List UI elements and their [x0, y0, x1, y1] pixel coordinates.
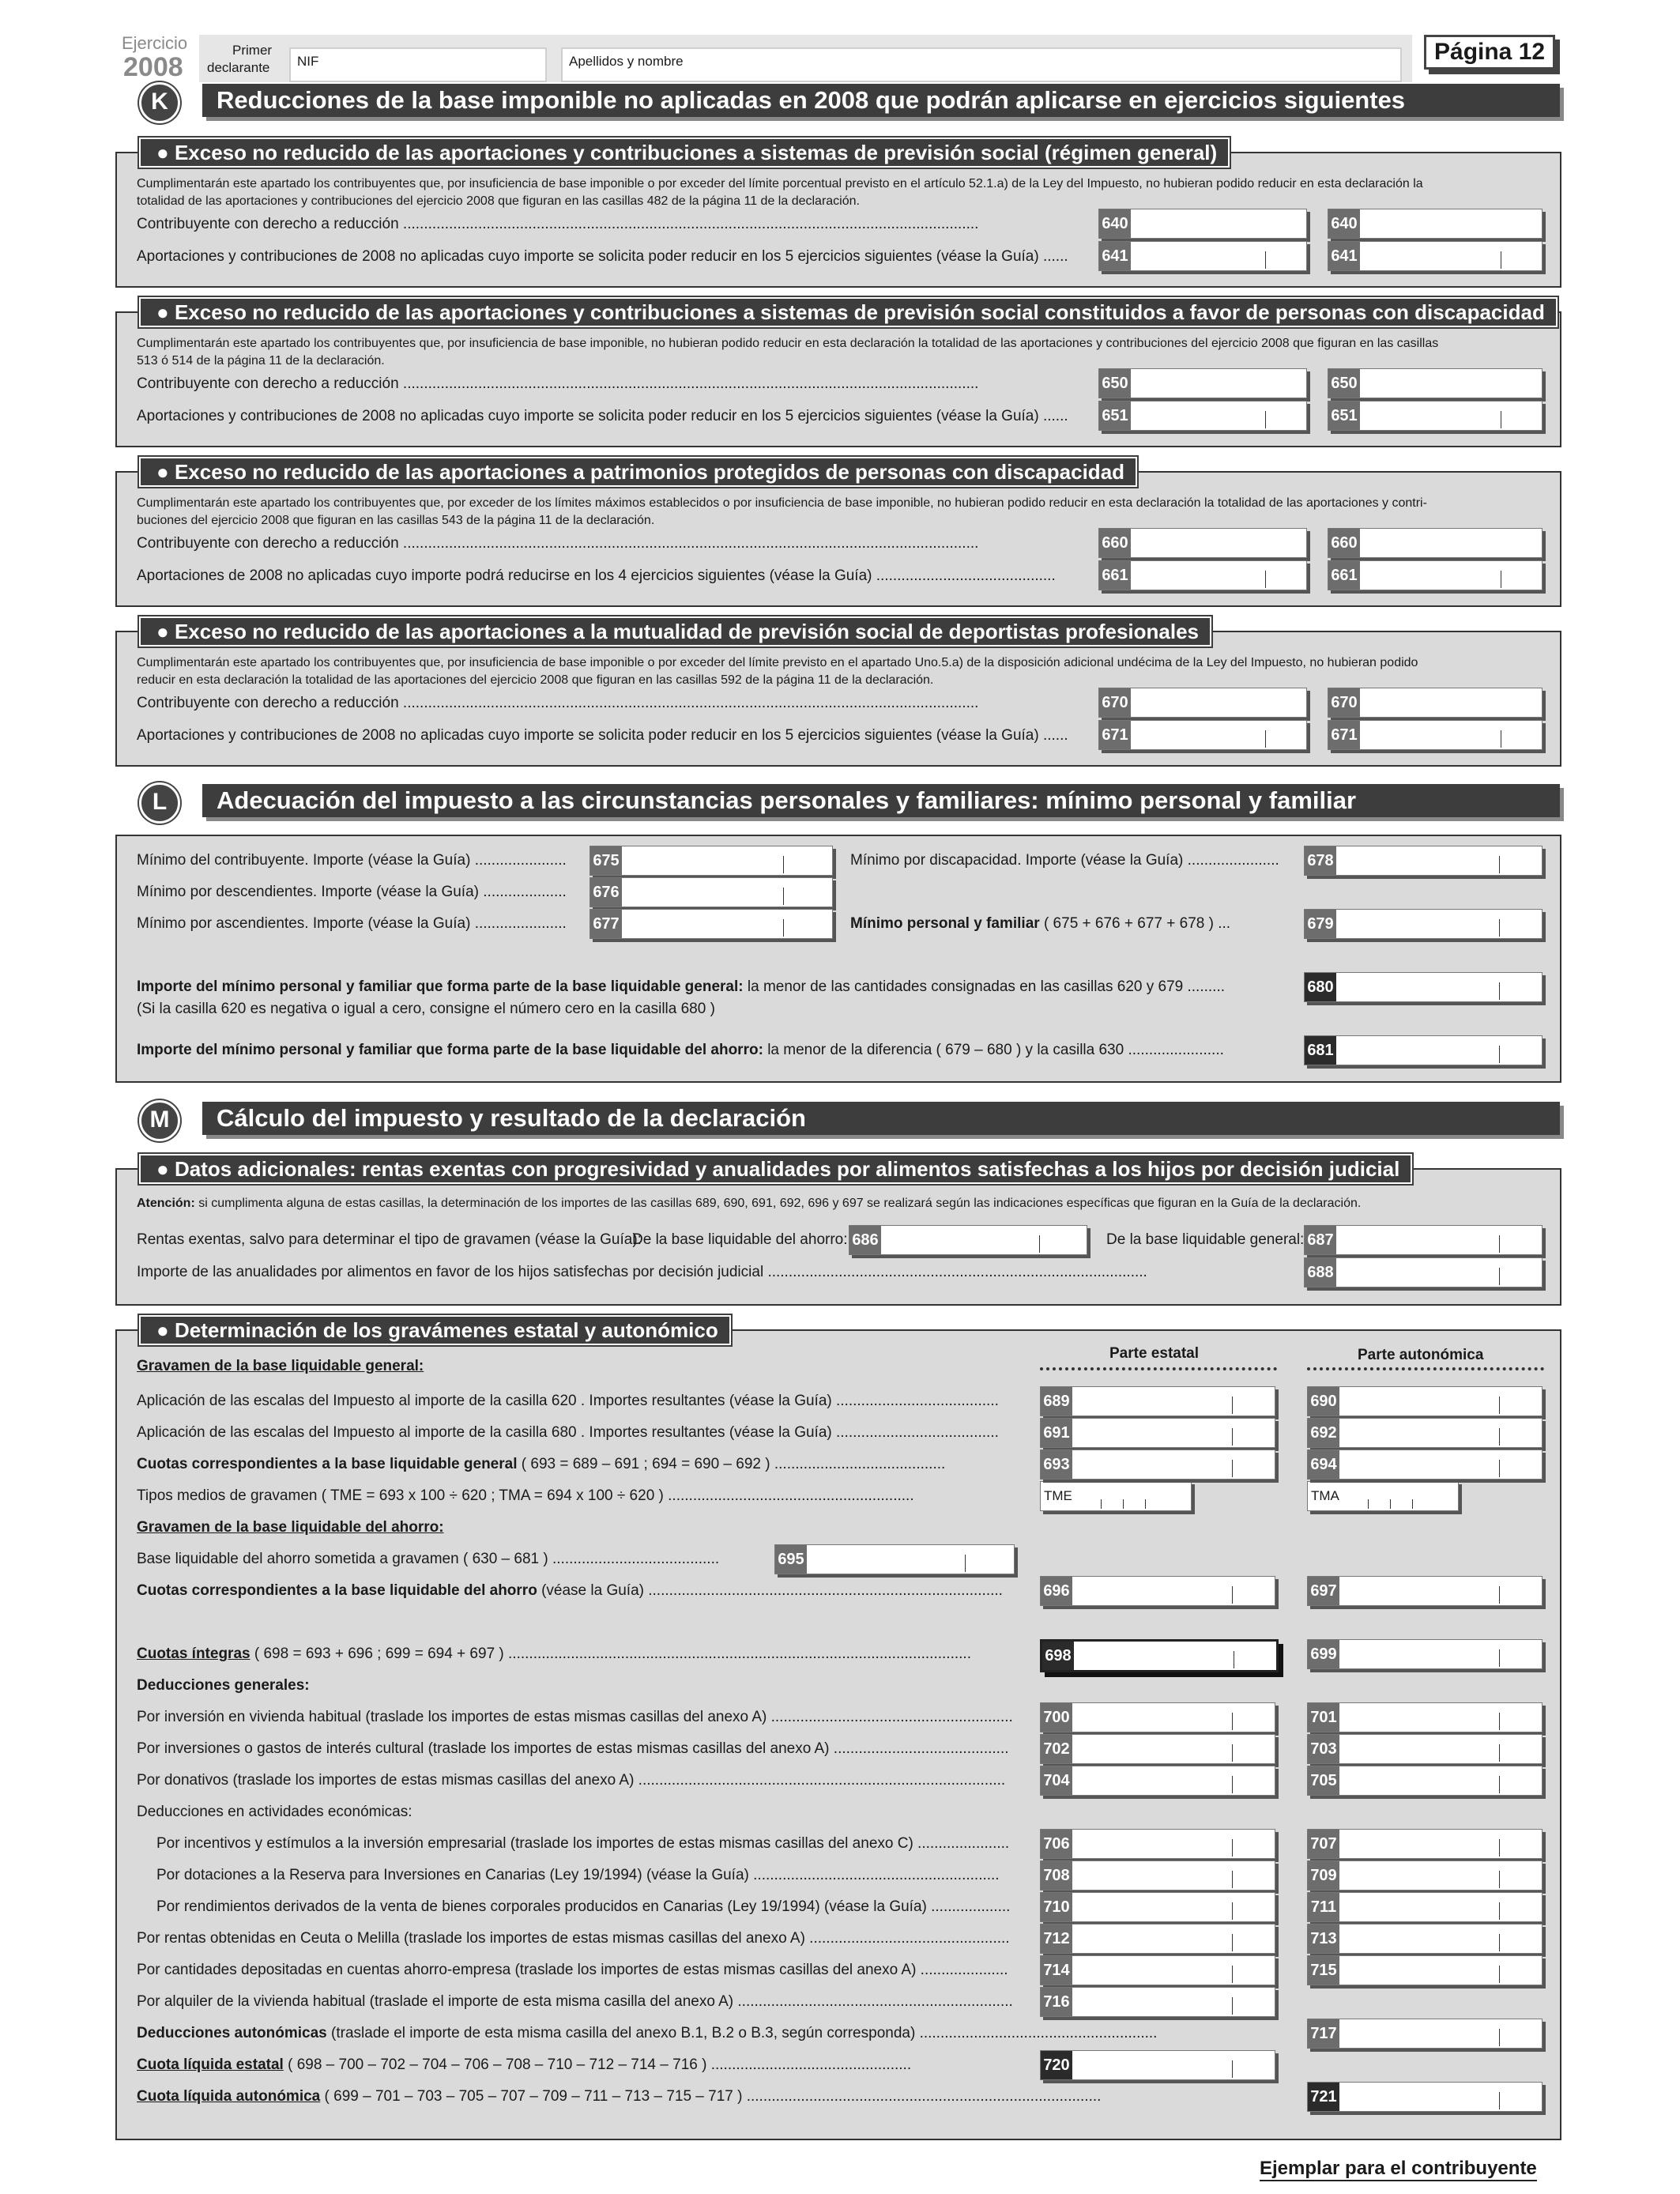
casilla-705[interactable]	[1307, 1766, 1543, 1796]
casilla-679[interactable]	[1304, 909, 1543, 939]
deducciones-head: Deducciones generales:	[137, 1677, 310, 1694]
grav-title	[139, 1315, 731, 1345]
casilla-704[interactable]	[1040, 1766, 1275, 1796]
casilla-651-a-code: 651	[1099, 401, 1131, 430]
k-sub3-note-2: buciones del ejercicio 2008 que figuran en las casillas 543 de la página 11 de la declaración.	[137, 514, 655, 527]
row-680-note: (Si la casilla 620 es negativa o igual a cero, consigne el número cero en la casilla 680 )	[137, 1001, 715, 1017]
casilla-650-a[interactable]	[1098, 368, 1307, 398]
footer-label: Ejemplar para el contribuyente	[1260, 2158, 1537, 2181]
casilla-651-b[interactable]	[1328, 401, 1543, 431]
casilla-671-a[interactable]	[1098, 720, 1307, 750]
casilla-716-code: 716	[1041, 1988, 1072, 2016]
k-sub1-title-text: Exceso no reducido de las aportaciones y contribuciones a sistemas de previsión social (régimen general)	[174, 141, 1218, 164]
casilla-692[interactable]	[1307, 1418, 1543, 1448]
casilla-661-a-code: 661	[1099, 561, 1131, 590]
casilla-713-code: 713	[1308, 1924, 1339, 1953]
casilla-715-code: 715	[1308, 1956, 1339, 1985]
casilla-660-a-code: 660	[1099, 529, 1131, 557]
casilla-702-code: 702	[1041, 1735, 1072, 1763]
k-sub3-note-1: Cumplimentarán este apartado los contribuyentes que, por exceder de los límites máximos establecidos o por insuficiencia de base imponible, no hubieran podido reducir en esta declaración la totalidad de las aportaciones y contri-	[137, 496, 1427, 510]
k-sub4-title	[139, 616, 1211, 647]
casilla-693-code: 693	[1041, 1450, 1072, 1479]
casilla-697[interactable]	[1307, 1576, 1543, 1606]
casilla-688-code: 688	[1305, 1258, 1336, 1287]
row-700-label: Por inversión en vivienda habitual (traslade los importes de estas mismas casillas del anexo A) ..........................................................	[137, 1709, 1013, 1725]
casilla-691-code: 691	[1041, 1419, 1072, 1447]
row-696-bold: Cuotas correspondientes a la base liquidable del ahorro	[137, 1582, 537, 1599]
casilla-660-b-code: 660	[1328, 529, 1360, 557]
casilla-715[interactable]	[1307, 1955, 1543, 1985]
casilla-661-a[interactable]	[1098, 560, 1307, 590]
row-695-label: Base liquidable del ahorro sometida a gravamen ( 630 – 681 ) ........................................	[137, 1551, 720, 1567]
rentas-label: Rentas exentas, salvo para determinar el tipo de gravamen (véase la Guía):	[137, 1231, 642, 1248]
casilla-681-code: 681	[1305, 1036, 1336, 1065]
k-sub2-note-2: 513 ó 514 de la página 11 de la declaración.	[137, 354, 385, 368]
k-sub1-note-2: totalidad de las aportaciones y contribuciones del ejercicio 2008 que figuran en las casillas 482 de la página 11 de la declaración.	[137, 194, 860, 208]
casilla-709[interactable]	[1307, 1860, 1543, 1891]
casilla-681[interactable]	[1304, 1035, 1543, 1065]
casilla-698-code: 698	[1042, 1642, 1074, 1670]
casilla-698[interactable]	[1040, 1639, 1279, 1672]
k-sub2-title	[139, 297, 1558, 327]
casilla-693[interactable]	[1040, 1449, 1275, 1480]
bullet-icon: ●	[156, 300, 175, 324]
row-679-label-bold: Mínimo personal y familiar	[850, 915, 1040, 932]
row-693-label	[137, 1456, 1022, 1473]
tma-field[interactable]	[1307, 1481, 1459, 1511]
datos-atencion-bold: Atención:	[137, 1197, 195, 1210]
row-708-label: Por dotaciones a la Reserva para Inversiones en Canarias (Ley 19/1994) (véase la Guía) ...........................................................	[156, 1867, 1000, 1883]
k-sub1-row1-label: Contribuyente con derecho a reducción ..........................................................................................................................................	[137, 216, 979, 232]
row-tme-label: Tipos medios de gravamen ( TME = 693 x 100 ÷ 620 ; TMA = 694 x 100 ÷ 620 ) ...........................................................	[137, 1487, 914, 1504]
casilla-641-a[interactable]	[1098, 241, 1307, 271]
casilla-677[interactable]	[590, 909, 833, 939]
row-676-label: Mínimo por descendientes. Importe (véase la Guía) ....................	[137, 884, 567, 900]
casilla-708[interactable]	[1040, 1860, 1275, 1891]
row-681-label	[137, 1042, 1224, 1059]
page-number: Página 12	[1424, 35, 1555, 70]
casilla-705-code: 705	[1308, 1766, 1339, 1795]
casilla-680-code: 680	[1305, 973, 1336, 1001]
section-m-marker: M	[139, 1100, 180, 1141]
row-717-label	[137, 2025, 1290, 2042]
general-label: De la base liquidable general:	[1106, 1231, 1305, 1248]
casilla-713[interactable]	[1307, 1924, 1543, 1954]
row-679-label	[850, 915, 1230, 933]
row-710-label: Por rendimientos derivados de la venta de bienes corporales producidos en Canarias (Ley 19/1994) (véase la Guía) ...................	[156, 1898, 1011, 1915]
casilla-692-code: 692	[1308, 1419, 1339, 1447]
casilla-671-a-code: 671	[1099, 721, 1131, 749]
casilla-690[interactable]	[1307, 1386, 1543, 1416]
casilla-670-b-code: 670	[1328, 688, 1360, 717]
casilla-670-a[interactable]	[1098, 688, 1307, 718]
section-m-title: Cálculo del impuesto y resultado de la declaración	[202, 1102, 1560, 1135]
col-estatal-header: Parte estatal	[1109, 1345, 1200, 1362]
row-680-label	[137, 978, 1225, 996]
row-680-rest: la menor de las cantidades consignadas en las casillas 620 y 679 .........	[747, 978, 1226, 995]
k-sub4-row1-label: Contribuyente con derecho a reducción ..........................................................................................................................................	[137, 695, 979, 711]
bullet-icon: ●	[156, 620, 175, 643]
k-sub1-title	[139, 138, 1230, 168]
casilla-651-b-code: 651	[1328, 401, 1360, 430]
k-sub4-note-1: Cumplimentarán este apartado los contribuyentes que, por insuficiencia de base imponible o por exceder del límite previsto en el apartado Uno.5.a) de la disposición adicional undécima de la Ley del Impuesto, no hubieran podido	[137, 656, 1418, 669]
datos-atencion-text: si cumplimenta alguna de estas casillas, la determinación de los importes de las casillas 689, 690, 691, 692, 696 y 697 se realizará según las indicaciones específicas que figuran en la Guía de la declaración.	[198, 1197, 1362, 1210]
casilla-712-code: 712	[1041, 1924, 1072, 1953]
section-k-title: Reducciones de la base imponible no aplicadas en 2008 que podrán aplicarse en ejercicios siguientes	[202, 84, 1560, 117]
casilla-717[interactable]	[1307, 2019, 1543, 2049]
casilla-678[interactable]	[1304, 846, 1543, 876]
casilla-640-b-code: 640	[1328, 209, 1360, 238]
tme-label: TME	[1044, 1488, 1072, 1503]
casilla-660-b[interactable]	[1328, 528, 1543, 558]
k-sub2-row1-label: Contribuyente con derecho a reducción ..........................................................................................................................................	[137, 375, 979, 392]
casilla-675[interactable]	[590, 846, 833, 876]
row-696-rest: (véase la Guía) .....................................................................................	[541, 1582, 1003, 1599]
row-717-bold: Deducciones autonómicas	[137, 2025, 327, 2041]
casilla-660-a[interactable]	[1098, 528, 1307, 558]
section-l-title: Adecuación del impuesto a las circunstancias personales y familiares: mínimo personal y familiar	[202, 784, 1560, 817]
casilla-708-code: 708	[1041, 1861, 1072, 1890]
casilla-650-b-code: 650	[1328, 369, 1360, 398]
row-721-rest: ( 699 – 701 – 703 – 705 – 707 – 709 – 711 – 713 – 715 – 717 ) .....................................................................................	[324, 2088, 1102, 2105]
casilla-641-b[interactable]	[1328, 241, 1543, 271]
casilla-700-code: 700	[1041, 1703, 1072, 1732]
casilla-695[interactable]	[774, 1544, 1015, 1574]
row-678-label: Mínimo por discapacidad. Importe (véase la Guía) ......................	[850, 852, 1279, 869]
k-sub3-title	[139, 457, 1137, 487]
row-698-rest: ( 698 = 693 + 696 ; 699 = 694 + 697 ) ...............................................................................................................	[254, 1646, 971, 1662]
casilla-714-code: 714	[1041, 1956, 1072, 1985]
bullet-icon: ●	[156, 1157, 175, 1181]
casilla-701[interactable]	[1307, 1702, 1543, 1732]
casilla-671-b[interactable]	[1328, 720, 1543, 750]
casilla-640-a-code: 640	[1099, 209, 1131, 238]
k-sub3-row2-label: Aportaciones de 2008 no aplicadas cuyo importe podrá reducirse en los 4 ejercicios siguientes (véase la Guía) ...........................................	[137, 567, 1056, 584]
col-autonomica-header: Parte autonómica	[1358, 1347, 1484, 1363]
row-693-rest: ( 693 = 689 – 691 ; 694 = 690 – 692 ) .........................................	[521, 1456, 946, 1472]
casilla-696[interactable]	[1040, 1576, 1275, 1606]
casilla-695-code: 695	[775, 1545, 807, 1574]
casilla-691[interactable]	[1040, 1418, 1275, 1448]
row-716-label: Por alquiler de la vivienda habitual (traslade el importe de esta misma casilla del anexo A) ..................................................................	[137, 1993, 1013, 2010]
row-720-rest: ( 698 – 700 – 702 – 704 – 706 – 708 – 710 – 712 – 714 – 716 ) ................................................	[288, 2056, 912, 2073]
casilla-676[interactable]	[590, 877, 833, 907]
row-681-rest: la menor de la diferencia ( 679 – 680 ) y la casilla 630 .......................	[767, 1042, 1224, 1058]
act-head: Deducciones en actividades económicas:	[137, 1804, 412, 1820]
casilla-696-code: 696	[1041, 1577, 1072, 1605]
datos-title-text: Datos adicionales: rentas exentas con progresividad y anualidades por alimentos satisfechas a los hijos por decisión judicial	[174, 1157, 1400, 1181]
casilla-716[interactable]	[1040, 1987, 1275, 2017]
row-679-formula: ( 675 + 676 + 677 + 678 ) ...	[1043, 915, 1231, 932]
casilla-721[interactable]	[1307, 2082, 1543, 2112]
casilla-676-code: 676	[590, 878, 622, 907]
row-689-label: Aplicación de las escalas del Impuesto al importe de la casilla 620 . Importes resultantes (véase la Guía) .......................................	[137, 1393, 999, 1409]
k-sub2-note-1: Cumplimentarán este apartado los contribuyentes que, por insuficiencia de base imponible, no hubieran podido reducir en esta declaración la totalidad de las aportaciones y contribuciones del ejercicio 2008 que figuran en las casillas	[137, 337, 1439, 350]
casilla-712[interactable]	[1040, 1924, 1275, 1954]
casilla-641-a-code: 641	[1099, 242, 1131, 270]
casilla-650-a-code: 650	[1099, 369, 1131, 398]
casilla-686-code: 686	[849, 1226, 881, 1254]
nombre-label: Apellidos y nombre	[569, 54, 684, 69]
casilla-699[interactable]	[1307, 1639, 1543, 1669]
casilla-710[interactable]	[1040, 1892, 1275, 1922]
nif-label: NIF	[297, 54, 319, 69]
anualidades-label: Importe de las anualidades por alimentos en favor de los hijos satisfechas por decisión judicial ...........................................................................................	[137, 1264, 1147, 1280]
row-698-bold: Cuotas íntegras	[137, 1646, 250, 1662]
row-691-label: Aplicación de las escalas del Impuesto al importe de la casilla 680 . Importes resultantes (véase la Guía) .......................................	[137, 1424, 999, 1441]
section-k-marker: K	[139, 82, 180, 123]
ahorro-label: De la base liquidable del ahorro:	[632, 1231, 848, 1248]
row-720-label	[137, 2056, 1022, 2074]
casilla-678-code: 678	[1305, 846, 1336, 875]
casilla-720-code: 720	[1041, 2051, 1072, 2079]
casilla-640-a[interactable]	[1098, 209, 1307, 239]
row-721-label	[137, 2088, 1290, 2105]
casilla-677-code: 677	[590, 910, 622, 938]
row-717-rest: (traslade el importe de esta misma casilla del anexo B.1, B.2 o B.3, según corresponda) .........................................................	[331, 2025, 1158, 2041]
ejercicio-year: 2008	[123, 52, 183, 82]
casilla-720[interactable]	[1040, 2050, 1275, 2080]
casilla-703[interactable]	[1307, 1734, 1543, 1764]
ejercicio-label: Ejercicio	[122, 33, 188, 53]
datos-atencion	[137, 1195, 1361, 1212]
casilla-641-b-code: 641	[1328, 242, 1360, 270]
row-704-label: Por donativos (traslade los importes de estas mismas casillas del anexo A) ........................................................................................	[137, 1772, 1006, 1789]
row-675-label: Mínimo del contribuyente. Importe (véase la Guía) ......................	[137, 852, 567, 869]
k-sub4-note-2: reducir en esta declaración la totalidad de las aportaciones del ejercicio 2008 que figuran en las casillas 592 de la página 11 de la declaración.	[137, 673, 934, 687]
k-sub2-row2-label: Aportaciones y contribuciones de 2008 no aplicadas cuyo importe se solicita poder reducir en los 5 ejercicios siguientes (véase la Guía) ......	[137, 408, 1068, 424]
casilla-709-code: 709	[1308, 1861, 1339, 1890]
row-681-bold: Importe del mínimo personal y familiar que forma parte de la base liquidable del ahorro:	[137, 1042, 763, 1058]
row-677-label: Mínimo por ascendientes. Importe (véase la Guía) ......................	[137, 915, 567, 932]
col-estatal-divider	[1040, 1367, 1277, 1370]
k-sub3-row1-label: Contribuyente con derecho a reducción ..........................................................................................................................................	[137, 535, 979, 552]
casilla-661-b[interactable]	[1328, 560, 1543, 590]
bullet-icon: ●	[156, 1318, 175, 1342]
casilla-710-code: 710	[1041, 1893, 1072, 1921]
casilla-700[interactable]	[1040, 1702, 1275, 1732]
casilla-689[interactable]	[1040, 1386, 1275, 1416]
row-702-label: Por inversiones o gastos de interés cultural (traslade los importes de estas mismas casillas del anexo A) ..........................................	[137, 1740, 1009, 1757]
row-714-label: Por cantidades depositadas en cuentas ahorro-empresa (traslade los importes de estas mismas casillas del anexo A) .....................	[137, 1962, 1008, 1978]
row-712-label: Por rentas obtenidas en Ceuta o Melilla (traslade los importes de estas mismas casillas del anexo A) ................................................	[137, 1930, 1010, 1947]
casilla-686[interactable]	[849, 1225, 1087, 1255]
casilla-688[interactable]	[1304, 1257, 1543, 1287]
casilla-640-b[interactable]	[1328, 209, 1543, 239]
casilla-717-code: 717	[1308, 2019, 1339, 2048]
casilla-706-code: 706	[1041, 1830, 1072, 1858]
casilla-670-b[interactable]	[1328, 688, 1543, 718]
casilla-680[interactable]	[1304, 972, 1543, 1002]
row-696-label	[137, 1582, 1022, 1600]
casilla-711[interactable]	[1307, 1892, 1543, 1922]
casilla-689-code: 689	[1041, 1387, 1072, 1416]
casilla-707-code: 707	[1308, 1830, 1339, 1858]
casilla-711-code: 711	[1308, 1893, 1339, 1921]
casilla-687[interactable]	[1304, 1225, 1543, 1255]
declarante-label-2: declarante	[207, 60, 270, 75]
nombre-field[interactable]	[561, 47, 1402, 82]
casilla-704-code: 704	[1041, 1766, 1072, 1795]
casilla-702[interactable]	[1040, 1734, 1275, 1764]
row-680-bold: Importe del mínimo personal y familiar que forma parte de la base liquidable general:	[137, 978, 744, 995]
k-sub1-note-1: Cumplimentarán este apartado los contribuyentes que, por insuficiencia de base imponible o por exceder del límite porcentual previsto en el artículo 52.1.a) de la Ley del Impuesto, no hubieran podido reducir en esta declaración la	[137, 177, 1423, 190]
casilla-703-code: 703	[1308, 1735, 1339, 1763]
casilla-670-a-code: 670	[1099, 688, 1131, 717]
nif-field[interactable]	[289, 47, 547, 82]
section-l-marker: L	[139, 782, 180, 824]
casilla-661-b-code: 661	[1328, 561, 1360, 590]
casilla-679-code: 679	[1305, 910, 1336, 938]
k-sub2-title-text: Exceso no reducido de las aportaciones y contribuciones a sistemas de previsión social constituidos a favor de personas con discapacidad	[174, 300, 1545, 324]
row-720-bold: Cuota líquida estatal	[137, 2056, 284, 2073]
casilla-697-code: 697	[1308, 1577, 1339, 1605]
casilla-701-code: 701	[1308, 1703, 1339, 1732]
casilla-675-code: 675	[590, 846, 622, 875]
casilla-694-code: 694	[1308, 1450, 1339, 1479]
k-sub4-row2-label: Aportaciones y contribuciones de 2008 no aplicadas cuyo importe se solicita poder reducir en los 5 ejercicios siguientes (véase la Guía) ......	[137, 727, 1068, 744]
casilla-707[interactable]	[1307, 1829, 1543, 1859]
casilla-699-code: 699	[1308, 1640, 1339, 1668]
k-sub4-title-text: Exceso no reducido de las aportaciones a la mutualidad de previsión social de deportistas profesionales	[174, 620, 1199, 643]
datos-title	[139, 1154, 1412, 1184]
casilla-687-code: 687	[1305, 1226, 1336, 1254]
casilla-721-code: 721	[1308, 2083, 1339, 2111]
row-693-bold: Cuotas correspondientes a la base liquidable general	[137, 1456, 518, 1472]
col-autonomica-divider	[1307, 1367, 1544, 1370]
casilla-690-code: 690	[1308, 1387, 1339, 1416]
header	[0, 0, 1680, 87]
casilla-714[interactable]	[1040, 1955, 1275, 1985]
row-706-label: Por incentivos y estímulos a la inversión empresarial (traslade los importes de estas mismas casillas del anexo C) ......................	[156, 1835, 1010, 1852]
row-698-label	[137, 1646, 1022, 1663]
row-721-bold: Cuota líquida autonómica	[137, 2088, 321, 2105]
casilla-650-b[interactable]	[1328, 368, 1543, 398]
casilla-671-b-code: 671	[1328, 721, 1360, 749]
bullet-icon: ●	[156, 460, 175, 484]
ahorro-head: Gravamen de la base liquidable del ahorro:	[137, 1519, 444, 1536]
casilla-706[interactable]	[1040, 1829, 1275, 1859]
tme-field[interactable]	[1040, 1481, 1192, 1511]
tma-label: TMA	[1311, 1488, 1339, 1503]
declarante-label-1: Primer	[232, 43, 273, 58]
casilla-694[interactable]	[1307, 1449, 1543, 1480]
k-sub1-row2-label: Aportaciones y contribuciones de 2008 no aplicadas cuyo importe se solicita poder reducir en los 5 ejercicios siguientes (véase la Guía) ......	[137, 248, 1068, 265]
casilla-651-a[interactable]	[1098, 401, 1307, 431]
grav-title-text: Determinación de los gravámenes estatal y autonómico	[174, 1318, 718, 1342]
bullet-icon: ●	[156, 141, 175, 164]
k-sub3-title-text: Exceso no reducido de las aportaciones a patrimonios protegidos de personas con discapacidad	[174, 460, 1125, 484]
general-head: Gravamen de la base liquidable general:	[137, 1358, 424, 1374]
